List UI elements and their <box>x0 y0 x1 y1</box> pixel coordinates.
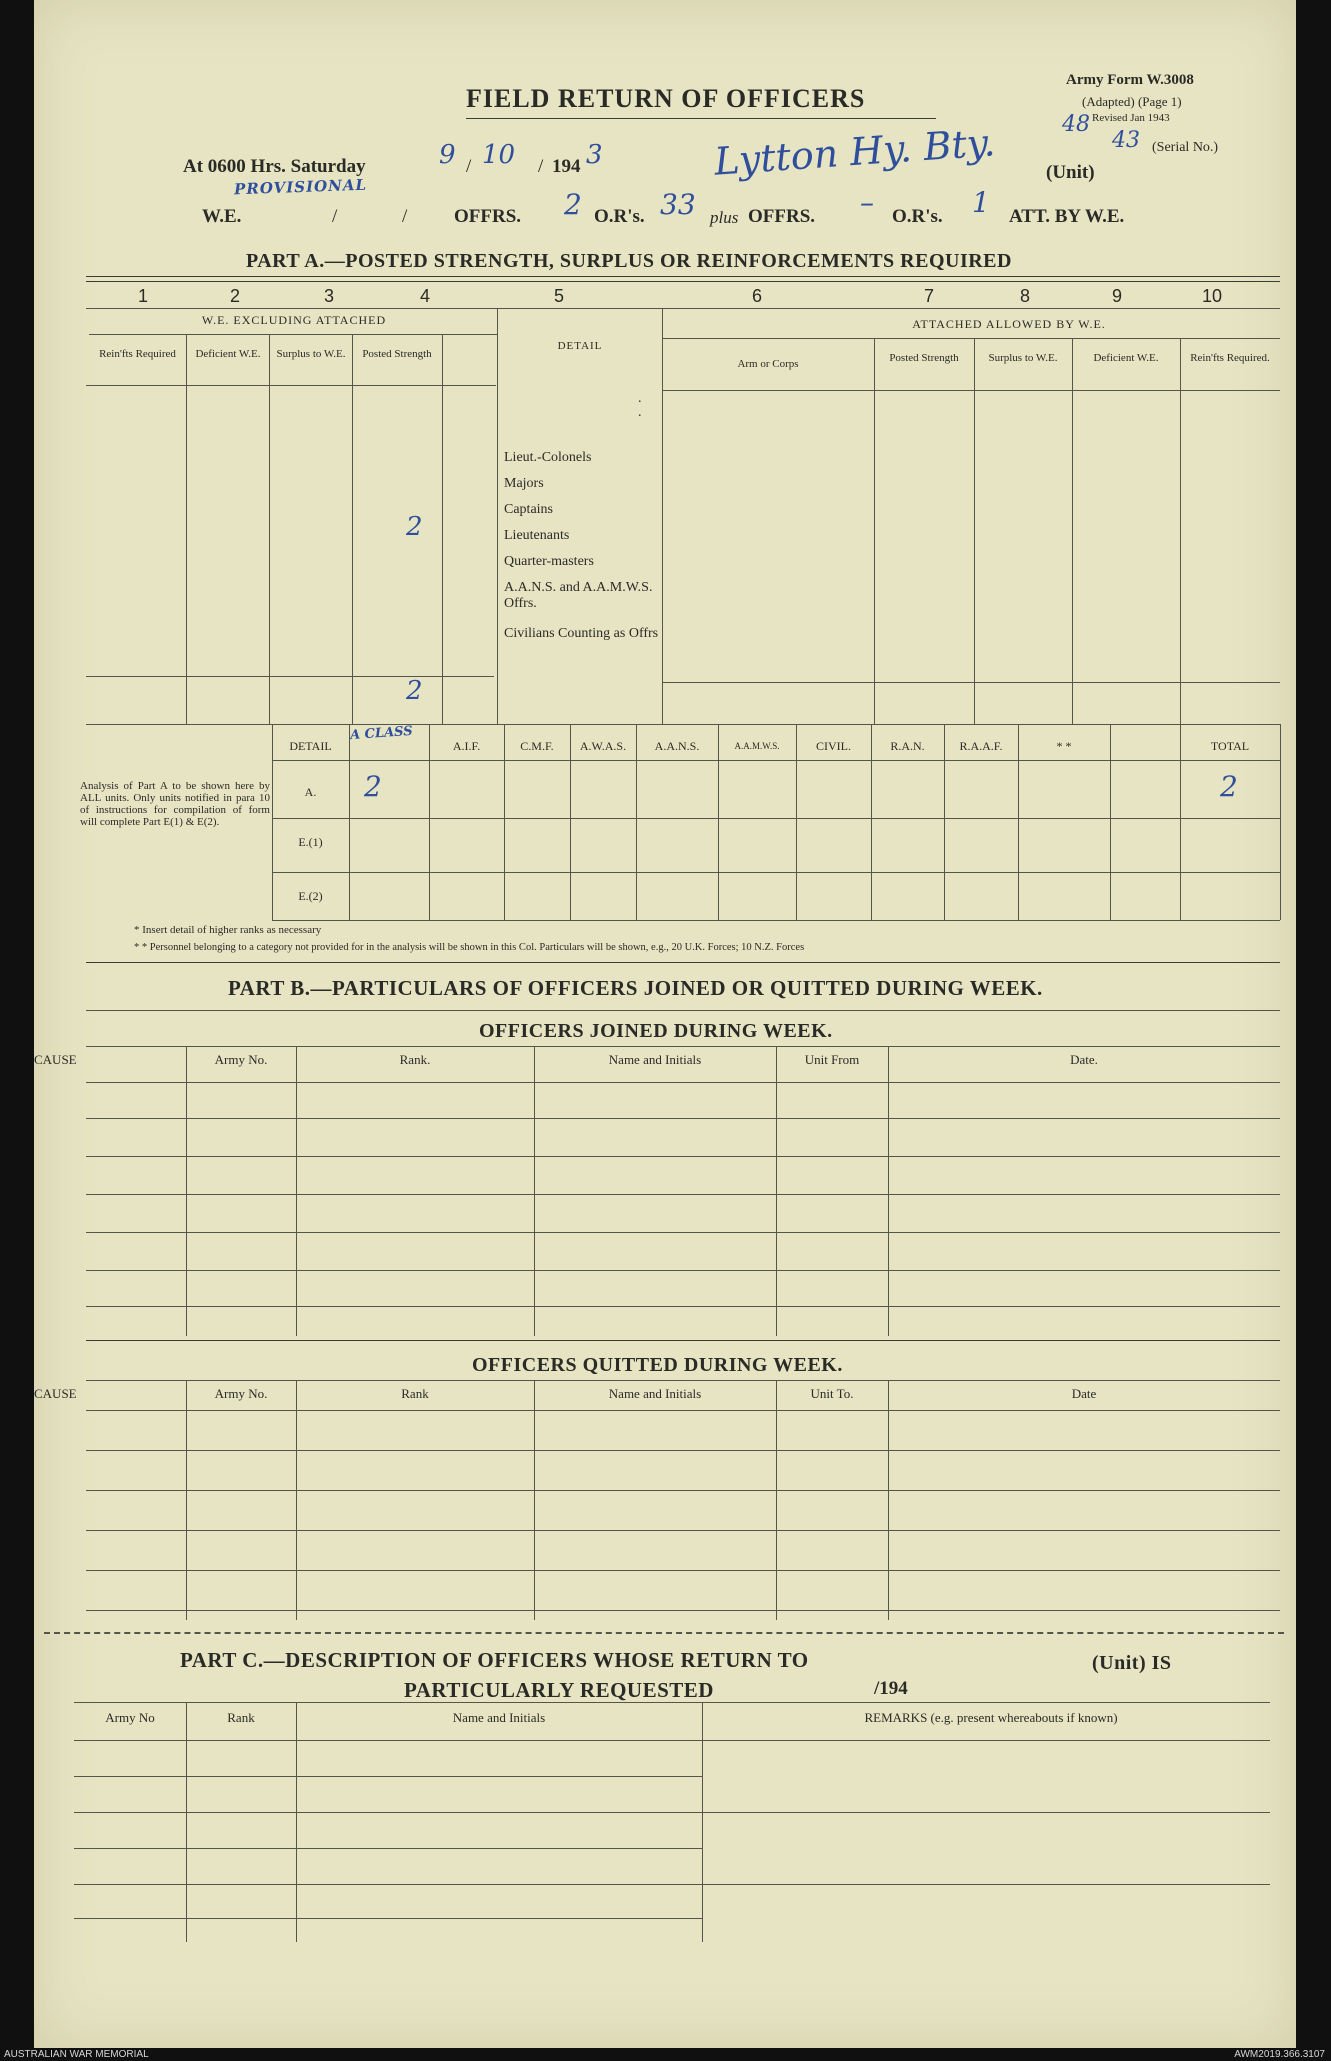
rank-label: Lieutenants <box>504 528 570 543</box>
serial-b[interactable]: 43 <box>1112 128 1140 153</box>
table-row[interactable] <box>74 1740 1270 1741</box>
column-number: 8 <box>1020 286 1031 306</box>
analysis-class-note: A CLASS <box>349 723 414 744</box>
we-column-header: Posted Strength <box>362 348 432 360</box>
grid-line <box>186 1046 187 1336</box>
grid-line <box>944 724 945 920</box>
table-row[interactable] <box>86 1306 1280 1307</box>
joined-column-header: Date. <box>1070 1052 1098 1067</box>
at-hours-label: At 0600 Hrs. Saturday <box>183 156 366 177</box>
table-row[interactable] <box>74 1884 1270 1885</box>
row-a-total[interactable]: 2 <box>1220 770 1238 803</box>
part-c-column-header: Name and Initials <box>452 1710 546 1725</box>
detail-header: DETAIL <box>557 340 603 352</box>
form-revised: Revised Jan 1943 <box>1092 112 1170 124</box>
form-adapted: (Adapted) (Page 1) <box>1082 94 1182 109</box>
row-a-class[interactable]: 2 <box>364 770 382 803</box>
grid-line <box>776 1046 777 1336</box>
table-row[interactable] <box>74 1776 702 1777</box>
joined-title: OFFICERS JOINED DURING WEEK. <box>479 1020 833 1042</box>
we-column-header: Rein'fts Required <box>99 348 176 360</box>
joined-column-header: Army No. <box>214 1052 268 1067</box>
analysis-header: A.A.N.S. <box>654 739 700 753</box>
rank-label: Majors <box>504 476 544 491</box>
quitted-column-header: Date <box>1071 1386 1097 1401</box>
grid-line <box>429 724 430 920</box>
quitted-column-header: Rank <box>401 1386 429 1401</box>
att-label: ATT. BY W.E. <box>1009 206 1125 227</box>
analysis-row-label: E.(2) <box>298 889 323 903</box>
date-year-prefix: 194 <box>552 156 581 177</box>
att-group-header: ATTACHED ALLOWED BY W.E. <box>912 317 1106 331</box>
analysis-row-label: E.(1) <box>298 835 323 849</box>
grid-line <box>888 1380 889 1620</box>
analysis-header: * * <box>1056 739 1072 753</box>
grid-line <box>1180 724 1181 920</box>
ors2-value[interactable]: 1 <box>972 186 990 219</box>
column-number: 2 <box>230 286 241 306</box>
part-c-title-line1: PART C.—DESCRIPTION OF OFFICERS WHOSE RETURN TO <box>180 1648 809 1672</box>
rank-label: Civilians Counting as Offrs <box>504 626 659 641</box>
rank-label: Quarter-masters <box>504 554 594 569</box>
part-c-year: /194 <box>874 1678 908 1699</box>
date-year-digit[interactable]: 3 <box>586 140 603 170</box>
joined-column-header: Unit From <box>804 1052 860 1067</box>
table-row[interactable] <box>86 1530 1280 1531</box>
table-row[interactable] <box>86 1490 1280 1491</box>
part-b-title: PART B.—PARTICULARS OF OFFICERS JOINED OR QUITTED DURING WEEK. <box>228 976 1043 1000</box>
ors-value[interactable]: 33 <box>660 188 696 221</box>
analysis-header: TOTAL <box>1210 739 1250 753</box>
quitted-column-header: CAUSE <box>34 1386 77 1401</box>
analysis-header: C.M.F. <box>520 739 554 753</box>
analysis-note: Analysis of Part A to be shown here by ALL units. Only units notified in para 10 of instructions for compilation of form will complete Part E(1) & E(2). <box>80 780 270 828</box>
analysis-header: A.I.F. <box>452 739 481 753</box>
grid-line <box>718 724 719 920</box>
unit-label: (Unit) <box>1046 162 1095 183</box>
analysis-header: A.W.A.S. <box>579 739 627 753</box>
table-row[interactable] <box>74 1812 1270 1813</box>
table-row[interactable] <box>86 1082 1280 1083</box>
grid-line <box>1018 724 1019 920</box>
grid-line <box>186 1702 187 1942</box>
footnote-1: * Insert detail of higher ranks as necessary <box>134 924 322 936</box>
part-c-column-header: Rank <box>227 1710 255 1725</box>
plus-label: plus <box>710 208 739 227</box>
column-number: 10 <box>1202 286 1223 306</box>
grid-line <box>296 1046 297 1336</box>
table-row[interactable] <box>86 1194 1280 1195</box>
grid-line <box>570 724 571 920</box>
table-row[interactable] <box>86 1410 1280 1411</box>
offrs2-label: OFFRS. <box>748 206 816 227</box>
attached-column-header: Rein'fts Required. <box>1190 352 1270 364</box>
grid-line <box>871 724 872 920</box>
column-number: 7 <box>924 286 935 306</box>
table-row[interactable] <box>74 1848 702 1849</box>
date-month[interactable]: 10 <box>482 140 516 170</box>
column-number: 3 <box>324 286 335 306</box>
provisional-note: PROVISIONAL <box>233 175 368 199</box>
grid-line <box>1280 724 1281 920</box>
attached-column-header: Surplus to W.E. <box>988 352 1058 364</box>
grid-line <box>504 724 505 920</box>
quitted-title: OFFICERS QUITTED DURING WEEK. <box>472 1354 843 1376</box>
offrs-label: OFFRS. <box>454 206 522 227</box>
ors-label: O.R's. <box>594 206 645 227</box>
footer-right: AWM2019.366.3107 <box>1234 2049 1325 2060</box>
we-group-header: W.E. EXCLUDING ATTACHED <box>201 313 387 327</box>
part-c-title-line2: PARTICULARLY REQUESTED <box>404 1678 714 1702</box>
column-number: 5 <box>554 286 565 306</box>
grid-line <box>296 1380 297 1620</box>
table-row[interactable] <box>86 1450 1280 1451</box>
form-id: Army Form W.3008 <box>1066 72 1194 88</box>
quitted-column-header: Army No. <box>214 1386 268 1401</box>
date-day[interactable]: 9 <box>439 140 456 170</box>
quitted-column-header: Unit To. <box>810 1386 854 1401</box>
analysis-header: R.A.A.F. <box>959 739 1003 753</box>
table-row[interactable] <box>86 1232 1280 1233</box>
quitted-column-header: Name and Initials <box>608 1386 702 1401</box>
serial-a[interactable]: 48 <box>1062 112 1090 137</box>
footer-left: AUSTRALIAN WAR MEMORIAL <box>4 2049 149 2060</box>
table-row[interactable] <box>86 1610 1280 1611</box>
attached-column-header: Arm or Corps <box>737 358 799 370</box>
rank-label: Captains <box>504 502 553 517</box>
analysis-row-label: A. <box>304 785 317 799</box>
we-label: W.E. <box>202 206 242 227</box>
joined-column-header: Rank. <box>399 1052 431 1067</box>
grid-line <box>534 1380 535 1620</box>
unit-name[interactable]: Lytton Hy. Bty. <box>712 120 997 184</box>
table-row[interactable] <box>86 1156 1280 1157</box>
table-row[interactable] <box>86 1570 1280 1571</box>
grid-line <box>186 1380 187 1620</box>
grid-line <box>796 724 797 920</box>
grid-line <box>296 1702 297 1942</box>
part-a-title: PART A.—POSTED STRENGTH, SURPLUS OR REINFORCEMENTS REQUIRED <box>246 250 1012 272</box>
analysis-header: CIVIL. <box>816 739 851 753</box>
lieutenants-posted[interactable]: 2 <box>406 512 423 542</box>
column-number: 9 <box>1112 286 1123 306</box>
column-number: 4 <box>420 286 431 306</box>
attached-column-header: Deficient W.E. <box>1093 352 1159 364</box>
table-row[interactable] <box>86 1118 1280 1119</box>
part-c-column-header: REMARKS (e.g. present whereabouts if known) <box>864 1710 1118 1725</box>
offrs-value[interactable]: 2 <box>564 188 582 221</box>
column-number: 1 <box>138 286 149 306</box>
we-column-header: Deficient W.E. <box>195 348 261 360</box>
footnote-2: * * Personnel belonging to a category not provided for in the analysis will be shown in this Col. Particulars will be shown, e.g., 20 U.K. Forces; 10 N.Z. Forces <box>134 942 805 953</box>
joined-column-header: CAUSE <box>34 1052 77 1067</box>
form-sheet: Army Form W.3008 (Adapted) (Page 1) Revised Jan 1943 FIELD RETURN OF OFFICERS At 0600 Hrs. Saturday 9 / 10 / 194 3 Lytton Hy. Bty. 48 43 (Serial No.) (Unit) PROVISIONAL W.E. / / OFFRS. 2 O.R's. 33 plus OFFRS. – O.R's. 1 ATT. BY W.E. PART A.—POSTED STRENGTH, SURPLUS OR REINFORCEMENTS REQUIRED 1 2 3 4 5 6 7 8 9 10 W.E. EXCLUDING ATTACHED ATTACHED ALLOWED BY W.E. Rein'fts Required Deficient W.E. Surplus to W.E. Posted Strength DETAIL Arm or Corps Posted Strength Surplus to W.E. Deficient W.E. Rein'fts Required. . . Lieut.-Colonels Majors Captains Lieutenants Quarter-masters A.A.N.S. and A.A.M.W.S. Offrs. Civilians Counting as Offrs 2 2 Analysis of Part A to be shown here by ALL units. Only units notified in para 10 of instructions for compilation of form will complete Part E(1) & E(2). A CLASS DETAIL A.I.F. C.M.F. A.W.A.S. A.A.N.S. A.A.M.W.S. CIVIL. R.A.N. R.A.A.F. * * TOTAL A. E.(1) E.(2) 2 2 * Insert detail of higher ranks as necessary * * Personnel belonging to a category not provided for in the analysis will be shown in this Col. Particulars will be shown, e.g., 20 U.K. Forces; 10 N.Z. Forces PART B.—PARTICULARS OF OFFICERS JOINED OR QUITTED DURING WEEK. OFFICERS JOINED DURING WEEK. Army No. Rank. Name and Initials Unit From Date. CAUSE OFFICERS QUITTED DURING WEEK. Army No. Rank Name and Initials Unit To. Date CAUSE PART C.—DESCRIPTION OF OFFICERS WHOSE RETURN TO (Unit) IS PARTICULARLY REQUESTED /194 Army No Rank Name and Initials REMARKS (e.g. present whereabouts if known) <box>34 0 1296 2048</box>
grid-line <box>888 1046 889 1336</box>
attached-column-header: Posted Strength <box>889 352 959 364</box>
page-title: FIELD RETURN OF OFFICERS <box>466 84 866 113</box>
column-number: 6 <box>752 286 763 306</box>
analysis-header: R.A.N. <box>890 739 925 753</box>
grid-line <box>702 1702 703 1942</box>
analysis-header: DETAIL <box>289 739 332 753</box>
serial-label: (Serial No.) <box>1152 140 1219 155</box>
we-column-header: Surplus to W.E. <box>276 348 346 360</box>
grid-line <box>534 1046 535 1336</box>
offrs2-value[interactable]: – <box>860 186 874 219</box>
analysis-header: A.A.M.W.S. <box>734 741 780 751</box>
table-row[interactable] <box>74 1918 702 1919</box>
rank-label: A.A.N.S. and A.A.M.W.S. Offrs. <box>504 580 653 611</box>
grid-line <box>776 1380 777 1620</box>
joined-column-header: Name and Initials <box>608 1052 702 1067</box>
part-c-unit-is: (Unit) IS <box>1092 1652 1172 1674</box>
total-posted[interactable]: 2 <box>406 676 423 706</box>
grid-line <box>636 724 637 920</box>
table-row[interactable] <box>86 1270 1280 1271</box>
grid-line <box>1110 724 1111 920</box>
part-c-column-header: Army No <box>105 1710 155 1725</box>
grid-line <box>349 724 350 920</box>
rank-label: Lieut.-Colonels <box>504 450 592 465</box>
ors2-label: O.R's. <box>892 206 943 227</box>
